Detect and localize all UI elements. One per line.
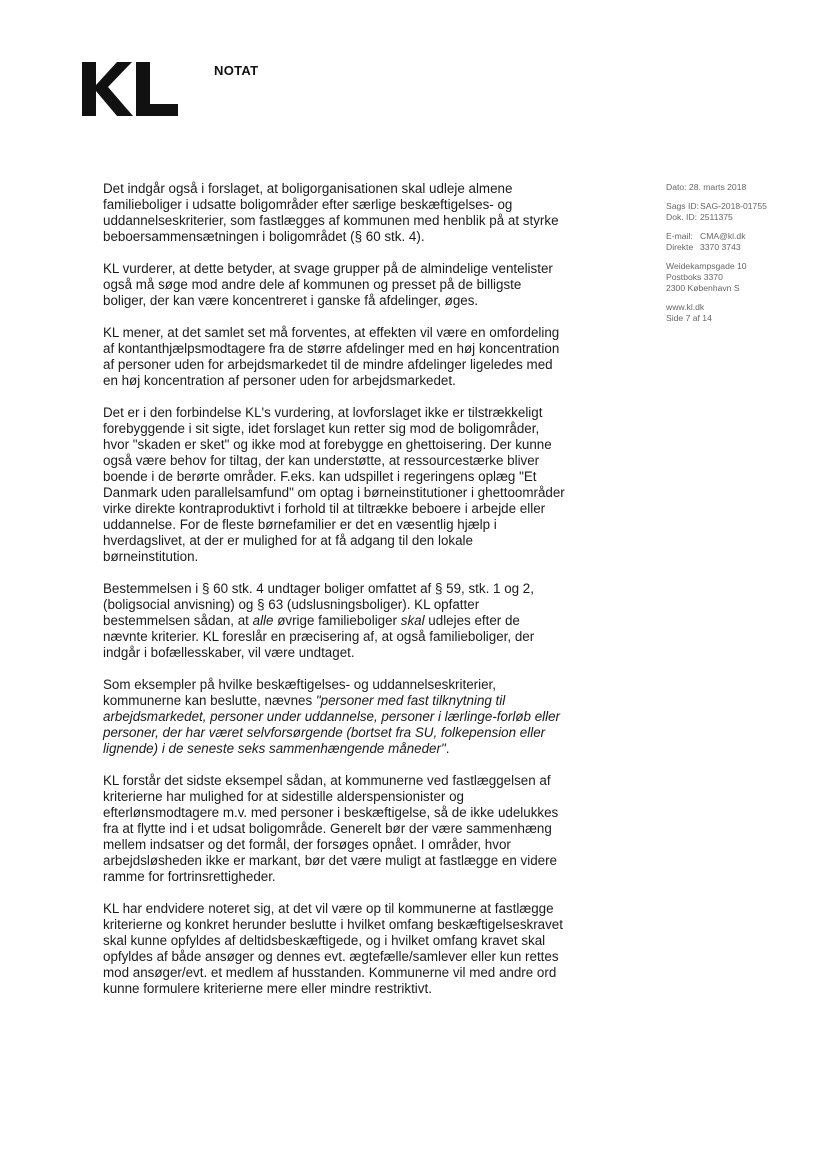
direct-phone: Direkte 3370 3743 (666, 242, 741, 252)
metadata-sidebar (666, 182, 816, 332)
address-line-1: Weidekampsgade 10 (666, 261, 747, 271)
paragraph-2: KL vurderer, at dette betyder, at svage grupper på de almindelige ventelister også må søge mod andre dele af kommunen og presset på de billigste boliger, der kan være koncentreret i ganske få afdelinger, øges. (103, 261, 553, 308)
document-type-label: NOTAT (214, 63, 259, 78)
paragraph-6: Som eksempler på hvilke beskæftigelses- og uddannelseskriterier, kommunerne kan beslutte, nævnes "personer med fast tilknytning til arbejdsmarkedet, personer under uddannelse, personer i lærlinge-forløb eller personer, der har været selvforsørgende (bortset fra SU, folkepension eller lignende) i de seneste seks sammenhængende måneder". (103, 677, 561, 756)
page-number: Side 7 af 14 (666, 313, 712, 323)
paragraph-5: Bestemmelsen i § 60 stk. 4 undtager boliger omfattet af § 59, stk. 1 og 2, (boligsocial anvisning) og § 63 (udslusningsboliger). KL opfatter bestemmelsen sådan, at alle øvrige familieboliger skal udlejes efter de nævnte kriterier. KL foreslår en præcisering af, at også familieboliger, der indgår i bofællesskaber, vil være undtaget. (103, 581, 535, 660)
address-line-2: Postboks 3370 (666, 272, 723, 282)
paragraph-3: KL mener, at det samlet set må forventes, at effekten vil være en omfordeling af kontanthjælpsmodtagere fra de større afdelinger med en høj koncentration af personer uden for arbejdsmarkedet til de mindre afdelinger ligeledes med en høj koncentration af personer uden for arbejdsmarkedet. (103, 325, 560, 388)
paragraph-4: Det er i den forbindelse KL's vurdering, at lovforslaget ikke er tilstrækkeligt forebyggende i sit sigte, idet forslaget kun retter sig mod de boligområder, hvor "skaden er sket" og ikke mod at forebygge en ghettoisering. Der kunne også være behov for tiltag, der kan understøtte, at ressourcestærke bliver boende i de berørte områder. F.eks. kan udspillet i regeringens oplæg "Et Danmark uden parallelsamfund" om optag i børneinstitutioner i ghettoområder virke direkte kontraproduktivt i forhold til at tiltrække beboere i arbejde eller uddannelse. For de fleste børnefamilier er det en væsentlig hjælp i hverdagslivet, at der er mulighed for at få adgang til den lokale børneinstitution. (103, 405, 565, 564)
date: Dato: 28. marts 2018 (666, 182, 747, 192)
memo-body (103, 181, 565, 1013)
emphasis-skal: skal (400, 613, 425, 628)
paragraph-8: KL har endvidere noteret sig, at det vil være op til kommunerne at fastlægge kriterierne og konkret herunder beslutte i hvilket omfang beskæftigelseskravet skal kunne opfyldes af deltidsbeskæftigede, og i hvilket omfang kravet skal opfyldes af både ansøger og dennes evt. ægtefælle/samlever eller kun rettes mod ansøger/evt. et medlem af husstanden. Kommunerne vil med andre ord kunne formulere kriterierne mere eller mindre restriktivt. (103, 901, 563, 996)
emphasis-alle: alle (252, 613, 274, 628)
paragraph-1: Det indgår også i forslaget, at boligorganisationen skal udleje almene familieboliger i udsatte boligområder efter særlige beskæftigelses- og uddannelseskriterier, som fastlægges af kommunen med henblik på at styrke beboersammensætningen i boligområdet (§ 60 stk. 4). (103, 181, 559, 244)
email: E-mail: CMA@kl.dk (666, 231, 746, 241)
website: www.kl.dk (666, 302, 705, 312)
paragraph-7: KL forstår det sidste eksempel sådan, at kommunerne ved fastlæggelsen af kriterierne har mulighed for at sidestille alderspensionister og efterlønsmodtagere m.v. med personer i beskæftigelse, så de ikke udelukkes fra at flytte ind i et udsat boligområde. Generelt bør der være sammenhæng mellem indsatser og det formål, der forsøges opnået. I områder, hvor arbejdsløsheden ikke er markant, bør det være muligt at fastlægge en videre ramme for fortrinsrettigheder. (103, 773, 559, 884)
case-id: Sags ID:SAG-2018-01755 (666, 201, 767, 211)
address-line-3: 2300 København S (666, 283, 740, 293)
document-id: Dok. ID: 2511375 (666, 212, 733, 222)
quoted-criteria: "personer med fast tilknytning til arbejdsmarkedet, personer under uddannelse, personer i lærlinge-forløb eller personer, der har været selvforsørgende (bortset fra SU, folkepension eller lignende) i de seneste seks sammenhængende måneder" (103, 693, 561, 756)
kl-logo (80, 60, 180, 118)
